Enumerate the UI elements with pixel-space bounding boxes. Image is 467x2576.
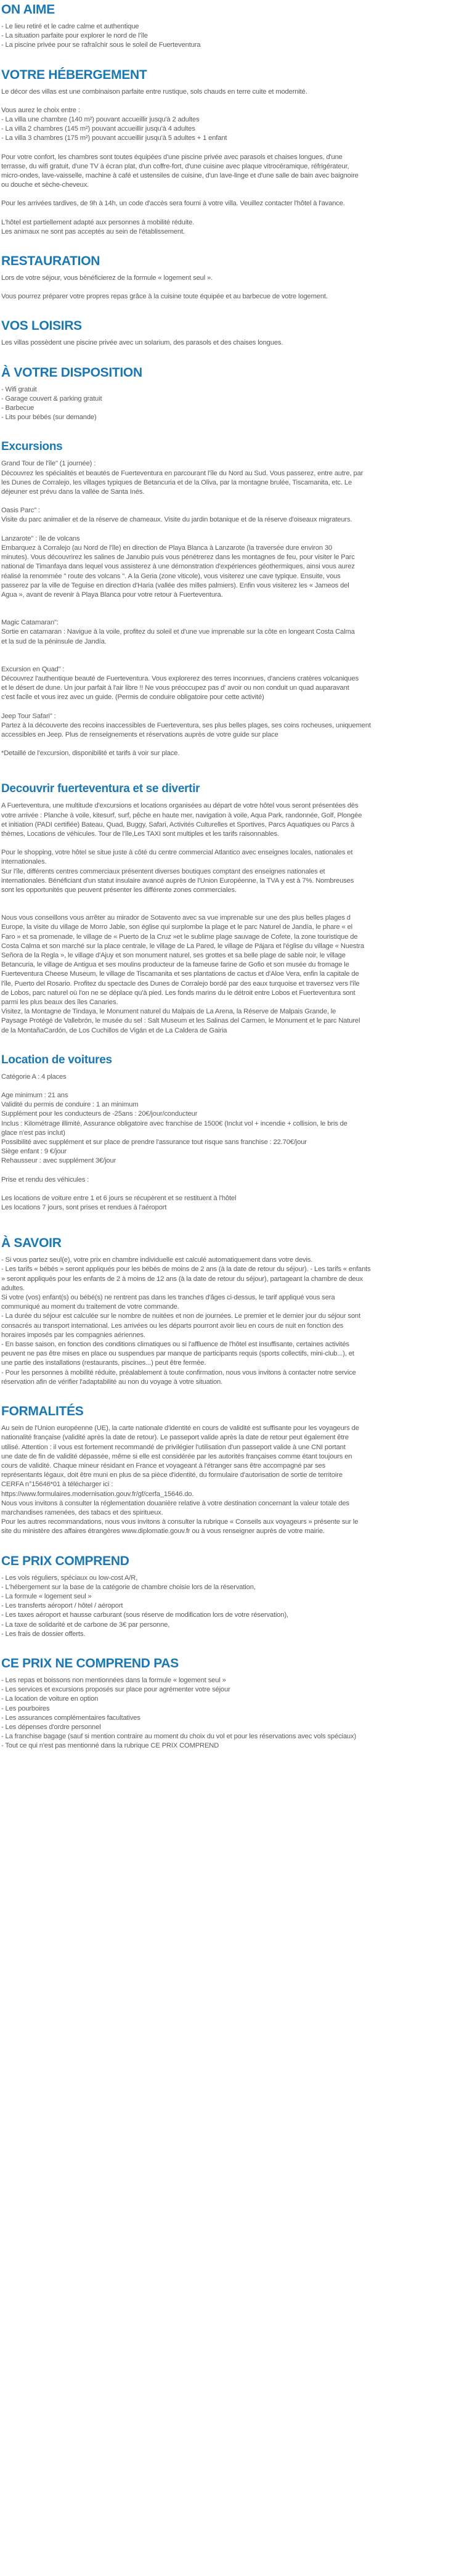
text-line: - Le lieu retiré et le cadre calme et authentique [1, 23, 139, 30]
section-location-voitures [1, 1053, 462, 1212]
blank-line [1, 209, 462, 218]
text-line: micro-ondes, lave-vaisselle, machine à café et ustensiles de cuisine, d'un lave-linge et d'une salle de bain avec baignoire [1, 172, 359, 180]
section-on-aime [1, 2, 462, 51]
section-restauration [1, 254, 462, 301]
section-title-location-voitures: Location de voitures [1, 1053, 112, 1066]
section-hebergement [1, 68, 462, 237]
text-line: Rehausseur : avec supplément 3€/jour [1, 1157, 116, 1165]
text-line: Lors de votre séjour, vous bénéficierez de la formule « logement seul ». [1, 274, 213, 282]
text-line: - Les pourboires [1, 1704, 50, 1712]
section-body-on-aime [1, 22, 462, 51]
text-line: - Les vols réguliers, spéciaux ou low-cost A/R, [1, 1574, 138, 1582]
blank-line [1, 144, 462, 153]
text-line: - La situation parfaite pour explorer le nord de l'île [1, 32, 148, 40]
text-line: - Les taxes aéroport et hausse carburant (sous réserve de modification lors de votre réservation), [1, 1611, 288, 1619]
text-line: l'île, Puerto del Rosario. Profitez du spectacle des Dunes de Corralejo bordé par des eaux turquoise et traversez vers l'île [1, 979, 360, 987]
section-excursions [1, 440, 462, 758]
section-title-disposition: À VOTRE DISPOSITION [1, 365, 142, 380]
text-line: - La villa 3 chambres (175 m²) pouvant accueillir jusqu'à 5 adultes + 1 enfant [1, 134, 227, 142]
section-title-prix-comprend: CE PRIX COMPREND [1, 1553, 129, 1568]
section-prix-comprend [1, 1554, 462, 1639]
text-line: internationales. [1, 858, 47, 866]
text-line: les Dunes de Corralejo, les villages typiques de Betancuria et de la Oliva, par la montagne brulée, Tiscamanita, etc. Le [1, 478, 352, 486]
text-line: Prise et rendu des véhicules : [1, 1176, 89, 1184]
text-line: réalisé la renommée " route des volcans ". A la Geria (zone viticole), vous visiterez une cave typique. Ensuite, vous [1, 572, 341, 580]
text-line: cours de validité. Chaque mineur résidant en France et voyageant à l'étranger sans être accompagné par ses [1, 1462, 326, 1470]
text-line: adultes. [1, 1284, 25, 1292]
text-line: Partez à la découverte des recoins inaccessibles de Fuerteventura, ses plus belles plages, ses coins rocheuses, uniquement [1, 721, 371, 729]
section-title-prix-ne-comprend-pas: CE PRIX NE COMPREND PAS [1, 1656, 179, 1670]
text-line: et la sud de la péninsule de Jandía. [1, 637, 107, 645]
text-line: Supplément pour les conducteurs de -25ans : 20€/jour/conducteur [1, 1110, 198, 1118]
blank-line [1, 740, 462, 749]
blank-line [1, 895, 462, 904]
text-line: Vous aurez le choix entre : [1, 106, 80, 114]
text-line: Possibilité avec supplément et sur place de prendre l'assurance tout risque sans franchise : 22.70€/jour [1, 1139, 307, 1147]
section-body-prix-ne-comprend-pas [1, 1676, 462, 1751]
text-line: - La piscine privée pour se rafraîchir sous le soleil de Fuerteventura [1, 41, 201, 49]
blank-line [1, 609, 462, 618]
section-body-formalites [1, 1424, 462, 1536]
text-line: communiqué au moment du traitement de votre commande. [1, 1303, 179, 1311]
blank-line [1, 600, 462, 609]
text-line: Les animaux ne sont pas acceptés au sein de l'établissement. [1, 227, 185, 235]
text-line: https://www.formulaires.modernisation.gouv.fr/gf/cerfa_15646.do. [1, 1490, 194, 1498]
text-line: - La formule « logement seul » [1, 1592, 92, 1600]
text-line: déjeuner est prévu dans la vallée de Santa Inés. [1, 488, 145, 496]
text-line: Pour les arrivées tardives, de 9h à 14h, un code d'accès sera fourni à votre villa. Veuillez contacter l'hôtel à l'avance. [1, 200, 345, 208]
text-line: Validité du permis de conduire : 1 an minimum [1, 1101, 139, 1109]
text-line: nationalité française (validité après la date de retour). Le passeport valide après la date de retour peut également être [1, 1434, 349, 1442]
text-line: Fuerteventura Cheese Museum, le village de Tiscamanita et ses plantations de cactus et d'Aloe Vera, enfin la capitale de [1, 970, 359, 978]
blank-line [1, 497, 462, 506]
text-line: et le désert de dune. Un jour parfait à l'air libre !! Ne vous préoccupez pas d' avoir ou non conduit un quad auparavant [1, 684, 349, 692]
text-line: - En basse saison, en fonction des conditions climatiques ou si l'affluence de l'hôtel est insuffisante, certaines activités [1, 1341, 349, 1349]
text-line: - Les services et excursions proposés sur place pour agrémenter votre séjour [1, 1686, 230, 1694]
text-line: Pour votre confort, les chambres sont toutes équipées d'une piscine privée avec parasols et chaises longues, d'une [1, 153, 343, 161]
text-line: - Les transferts aéroport / hôtel / aéroport [1, 1602, 123, 1610]
text-line: Age minimum : 21 ans [1, 1092, 68, 1100]
text-line: Europe, la visite du village de Morro Jable, son église qui surplombe la plage et le parc Naturel de Jandía, le phare « el [1, 923, 353, 931]
text-line: Lanzarote" : île de volcans [1, 534, 80, 542]
section-title-hebergement: VOTRE HÉBERGEMENT [1, 67, 147, 82]
section-title-excursions: Excursions [1, 440, 63, 454]
blank-line [1, 283, 462, 292]
text-line: utilisé. Attention : il vous est fortement recommandé de privilégier l'utilisation d'un passeport valide à une CNI portant [1, 1443, 346, 1451]
text-line: - Les tarifs « bébés » seront appliqués pour les bébés de moins de 2 ans (à la date de retour du séjour). - Les tarifs « enfants [1, 1266, 371, 1274]
text-line: Découvrez les spécialités et beautés de Fuerteventura en parcourant l'île du Nord au Sud. Vous passerez, entre autre, par [1, 469, 363, 477]
text-line: - La villa 2 chambres (145 m²) pouvant accueillir jusqu'à 4 adultes [1, 125, 195, 133]
text-line: internationales. Bénéficiant d'un statut insulaire avancé auprès de l'Union Européenne, la TVA y est à 7%. Nombreuses [1, 877, 354, 885]
text-line: - Les repas et boissons non mentionnées dans la formule « logement seul » [1, 1676, 226, 1684]
blank-line [1, 647, 462, 656]
text-line: passerez par la ville de Teguise en direction d'Haria (vallée des milles palmiers). Enfin vous visiterez les « Jameos del [1, 581, 349, 589]
text-line: Nous vous invitons à consulter la réglementation douanière relative à votre destination concernant la valeur totale des [1, 1499, 349, 1507]
text-line: *Detaillé de l'excursion, disponibilité et tarifs à voir sur place. [1, 750, 180, 758]
text-line: - Wifi gratuit [1, 385, 37, 393]
text-line: Nous vous conseillons vous arrêter au mirador de Sotavento avec sa vue imprenable sur une des plus belles plages d [1, 914, 351, 922]
section-prix-ne-comprend-pas [1, 1656, 462, 1751]
text-line: - La franchise bagage (sauf si mention contraire au moment du choix du vol et pour les réservations avec vols spéciaux) [1, 1733, 357, 1741]
text-line: ou douche et sèche-cheveux. [1, 181, 89, 189]
blank-line [1, 839, 462, 848]
section-body-location-voitures [1, 1073, 462, 1212]
section-title-restauration: RESTAURATION [1, 254, 100, 269]
text-line: Grand Tour de l'île" (1 journée) : [1, 460, 96, 468]
text-line: Excursion en Quad" : [1, 665, 65, 673]
section-disposition [1, 366, 462, 423]
text-line: - Lits pour bébés (sur demande) [1, 414, 97, 422]
text-line: - La durée du séjour est calculée sur le nombre de nuitées et non de journées. Le premier et le dernier jour du séjour sont [1, 1312, 360, 1320]
text-line: Betancuria, le village de Antigua et ses moulins producteur de la fameuse farine de Gofio et son musée du fromage le [1, 961, 349, 969]
text-line: Sortie en catamaran : Navigue à la voile, profitez du soleil et d'une vue imprenable sur la côte en longeant Costa Calma [1, 628, 355, 636]
text-line: - L'hébergement sur la base de la catégorie de chambre choisie lors de la réservation, [1, 1583, 256, 1591]
section-title-loisirs: VOS LOISIRS [1, 319, 82, 333]
text-line: Catégorie A : 4 places [1, 1073, 67, 1081]
text-line: Les locations de voiture entre 1 et 6 jours se récupèrent et se restituent à l'hôtel [1, 1194, 237, 1202]
text-line: Le décor des villas est une combinaison parfaite entre rustique, sols chauds en terre cuite et modernité. [1, 88, 307, 96]
section-a-savoir [1, 1236, 462, 1387]
section-body-excursions [1, 459, 462, 758]
text-line: Magic Catamaran": [1, 619, 59, 627]
text-line: marchandises ramenées, des tabacs et des spiritueux. [1, 1508, 163, 1516]
text-line: CERFA n°15646*01 à télécharger ici : [1, 1481, 113, 1489]
blank-line [1, 1082, 462, 1091]
text-line: Paysage Protégé de Vallebrón, le musée du sel : Salt Museum et les Salinas del Carmen, le Monument et le parc Naturel [1, 1017, 360, 1025]
text-line: terrasse, du wifi gratuit, d'une TV à écran plat, d'un coffre-fort, d'une cuisine avec plaque vitrocéramique, réfrigérateur, [1, 162, 349, 170]
text-line: peuvent ne pas être mises en place ou suspendues par manque de participants requis (sports collectifs, mini-club...), et [1, 1350, 354, 1358]
section-title-a-savoir: À SAVOIR [1, 1236, 62, 1251]
blank-line [1, 97, 462, 106]
section-body-disposition [1, 385, 462, 423]
text-line: sont les opportunités que peuvent présenter les différente zones commerciales. [1, 886, 237, 894]
text-line: et initiation (PADI certifiée) Bateau, Quad, Buggy, Safari, Activités Culturelles et Sportives, Parcs Aquatiques ou Parcs à [1, 820, 355, 828]
text-line: Oasis Parc" : [1, 507, 40, 515]
text-line: L'hôtel est partiellement adapté aux personnes à mobilité réduite. [1, 218, 195, 226]
text-line: Au sein de l'Union européenne (UE), la carte nationale d'identité en cours de validité est suffisante pour les voyageurs de [1, 1425, 359, 1433]
text-line: » seront appliqués pour les enfants de 2 à moins de 12 ans (à la date de retour du séjour), partageant la chambre de deux [1, 1275, 363, 1283]
text-line: - Les frais de dossier offerts. [1, 1630, 86, 1638]
text-line: Siège enfant : 9 €/jour [1, 1148, 67, 1156]
blank-line [1, 190, 462, 199]
section-loisirs [1, 319, 462, 348]
section-title-decouvrir: Decouvrir fuerteventura et se divertir [1, 782, 200, 796]
text-line: Découvrez l'authentique beauté de Fuerteventura. Vous explorerez des terres inconnues, d'anciens cratères volcaniques [1, 674, 359, 682]
text-line: site du ministère des affaires étrangères www.diplomatie.gouv.fr ou à vous renseigner auprès de votre mairie. [1, 1527, 325, 1535]
text-line: - Les dépenses d'ordre personnel [1, 1723, 101, 1731]
text-line: représentants légaux, doit être muni en plus de sa pièce d'identité, du formulaire d'autorisation de sortie de territoire [1, 1471, 343, 1479]
text-line: Sur l'île, différents centres commerciaux présentent diverses boutiques comptant des enseignes nationales et [1, 867, 325, 875]
text-line: - Garage couvert & parking gratuit [1, 395, 102, 403]
text-line: Les locations 7 jours, sont prises et rendues à l'aéroport [1, 1204, 167, 1212]
text-line: glace n'est pas inclut) [1, 1129, 65, 1137]
text-line: de Lobos, parc naturel où l'on ne se déplace qu'à pied. Les fonds marins du le détroit entre Lobos et Fuerteventura sont [1, 989, 355, 997]
blank-line [1, 1185, 462, 1194]
text-line: c'est facile et vous irez avec un guide. (Permis de conduire obligatoire pour cette activité) [1, 693, 264, 701]
text-line: - Les assurances complémentaires facultatives [1, 1714, 140, 1722]
text-line: minutes). Vous découvrirez les salines de Janubio puis vous pénétrerez dans les montagnes de feu, pour visiter le Parc [1, 554, 355, 562]
text-line: Agua », avant de revenir à Playa Blanca pour votre retour à Fuerteventura. [1, 591, 223, 599]
text-line: Visite du parc animalier et de la réserve de chameaux. Visite du jardin botanique et de la réserve d'oiseaux migrateurs. [1, 516, 352, 524]
section-title-formalites: FORMALITÉS [1, 1404, 84, 1419]
text-line: Inclus : Kilométrage illimité, Assurance obligatoire avec franchise de 1500€ (Inclut vol + incendie + collision, le bris de [1, 1119, 347, 1127]
section-body-loisirs [1, 338, 462, 348]
text-line: accessibles en Jeep. Plus de renseignements et réservations auprès de votre guide sur place [1, 730, 278, 738]
text-line: horaires imposés par les compagnies aériennes. [1, 1331, 145, 1339]
text-line: une partie des installations (restaurants, piscines...) peut être fermée. [1, 1359, 206, 1367]
section-body-decouvrir [1, 801, 462, 1035]
text-line: parmi les plus beaux des îles Canaries. [1, 999, 118, 1006]
text-line: - La villa une chambre (140 m²) pouvant accueillir jusqu'à 2 adultes [1, 116, 200, 124]
section-decouvrir [1, 782, 462, 1035]
section-body-a-savoir [1, 1256, 462, 1387]
text-line: Pour les autres recommandations, nous vous invitons à consulter la rubrique « Conseils aux voyageurs » présente sur le [1, 1518, 359, 1526]
text-line: Les villas possèdent une piscine privée avec un solarium, des parasols et des chaises longues. [1, 339, 283, 347]
text-line: consacrés au transport international. Les arrivées ou les départs pourront avoir lieu en cours de nuit en fonction des [1, 1322, 344, 1330]
blank-line [1, 1166, 462, 1176]
text-line: réservation afin de vérifier l'adaptabilité au non du voyage à votre situation. [1, 1378, 223, 1386]
text-line: Si votre (vos) enfant(s) ou bébé(s) ne rentrent pas dans les tranches d'âges ci-dessus, le tarif appliqué vous sera [1, 1294, 335, 1302]
blank-line [1, 904, 462, 914]
text-line: Costa Calma et son marché sur la place centrale, le village de La Pared, le village de Pájara et l'église du village « Nuestra [1, 942, 364, 950]
text-line: Señora de la Regla », le village d'Ajuy et son monument naturel, ses grottes et sa belle plage de sable noir, le village [1, 951, 346, 959]
blank-line [1, 525, 462, 534]
text-line: Vous pourrez préparer votre propres repas grâce à la cuisine toute équipée et au barbecue de votre logement. [1, 293, 328, 301]
text-line: Embarquez à Corralejo (au Nord de l'île) en direction de Playa Blanca à Lanzarote (la traversée dure environ 30 [1, 544, 333, 552]
text-line: - La taxe de solidarité et de carbone de 3€ par personne, [1, 1621, 170, 1629]
section-body-restauration [1, 274, 462, 301]
text-line: - Barbecue [1, 404, 35, 412]
text-line: une date de fin de validité dépassée, même si elle est considérée par les autorités françaises comme étant toujours en [1, 1452, 352, 1460]
section-body-prix-comprend [1, 1574, 462, 1639]
text-line: Jeep Tour Safari" : [1, 712, 56, 720]
section-body-hebergement [1, 88, 462, 237]
blank-line [1, 656, 462, 665]
text-line: de la MontañaCardón, de Los Cuchillos de Vigán et de La Caldera de Gairia [1, 1026, 227, 1034]
text-line: votre arrivée : Planche à voile, kitesurf, surf, pêche en haute mer, navigation à voile, Aqua Park, randonnée, Golf, Plongée [1, 811, 362, 819]
blank-line [1, 703, 462, 712]
text-line: - La location de voiture en option [1, 1695, 99, 1703]
text-line: national de Timanfaya dans lequel vous assisterez à une démonstration d'expériences géothermiques, ainsi vous aurez [1, 563, 355, 571]
text-line: Faro » et sa promenade, le village de « Puerto de la Cruz »et le sublime plage sauvage de Cofete, la zone touristique de [1, 933, 358, 941]
section-formalites [1, 1404, 462, 1536]
text-line: Visitez, la Montagne de Tindaya, le Monument naturel du Malpais de La Arena, la Réserve de Malpais Grande, le [1, 1008, 336, 1016]
text-line: thèmes, Locations de véhicules. Tour de l'île,Les TAXI sont multiples et les tarifs raisonnables. [1, 830, 279, 838]
section-title-on-aime: ON AIME [1, 2, 55, 17]
text-line: - Si vous partez seul(e), votre prix en chambre individuelle est calculé automatiquement dans votre devis. [1, 1256, 313, 1264]
text-line: - Tout ce qui n'est pas mentionné dans la rubrique CE PRIX COMPREND [1, 1742, 219, 1750]
text-line: A Fuerteventura, une multitude d'excursions et locations organisées au départ de votre hôtel vous seront présentées dès [1, 802, 359, 810]
text-line: - Pour les personnes à mobilité réduite, préalablement à toute confirmation, nous vous invitons à contacter notre service [1, 1368, 356, 1376]
text-line: Pour le shopping, votre hôtel se situe juste à côté du centre commercial Atlantico avec enseignes locales, nationales et [1, 849, 353, 857]
